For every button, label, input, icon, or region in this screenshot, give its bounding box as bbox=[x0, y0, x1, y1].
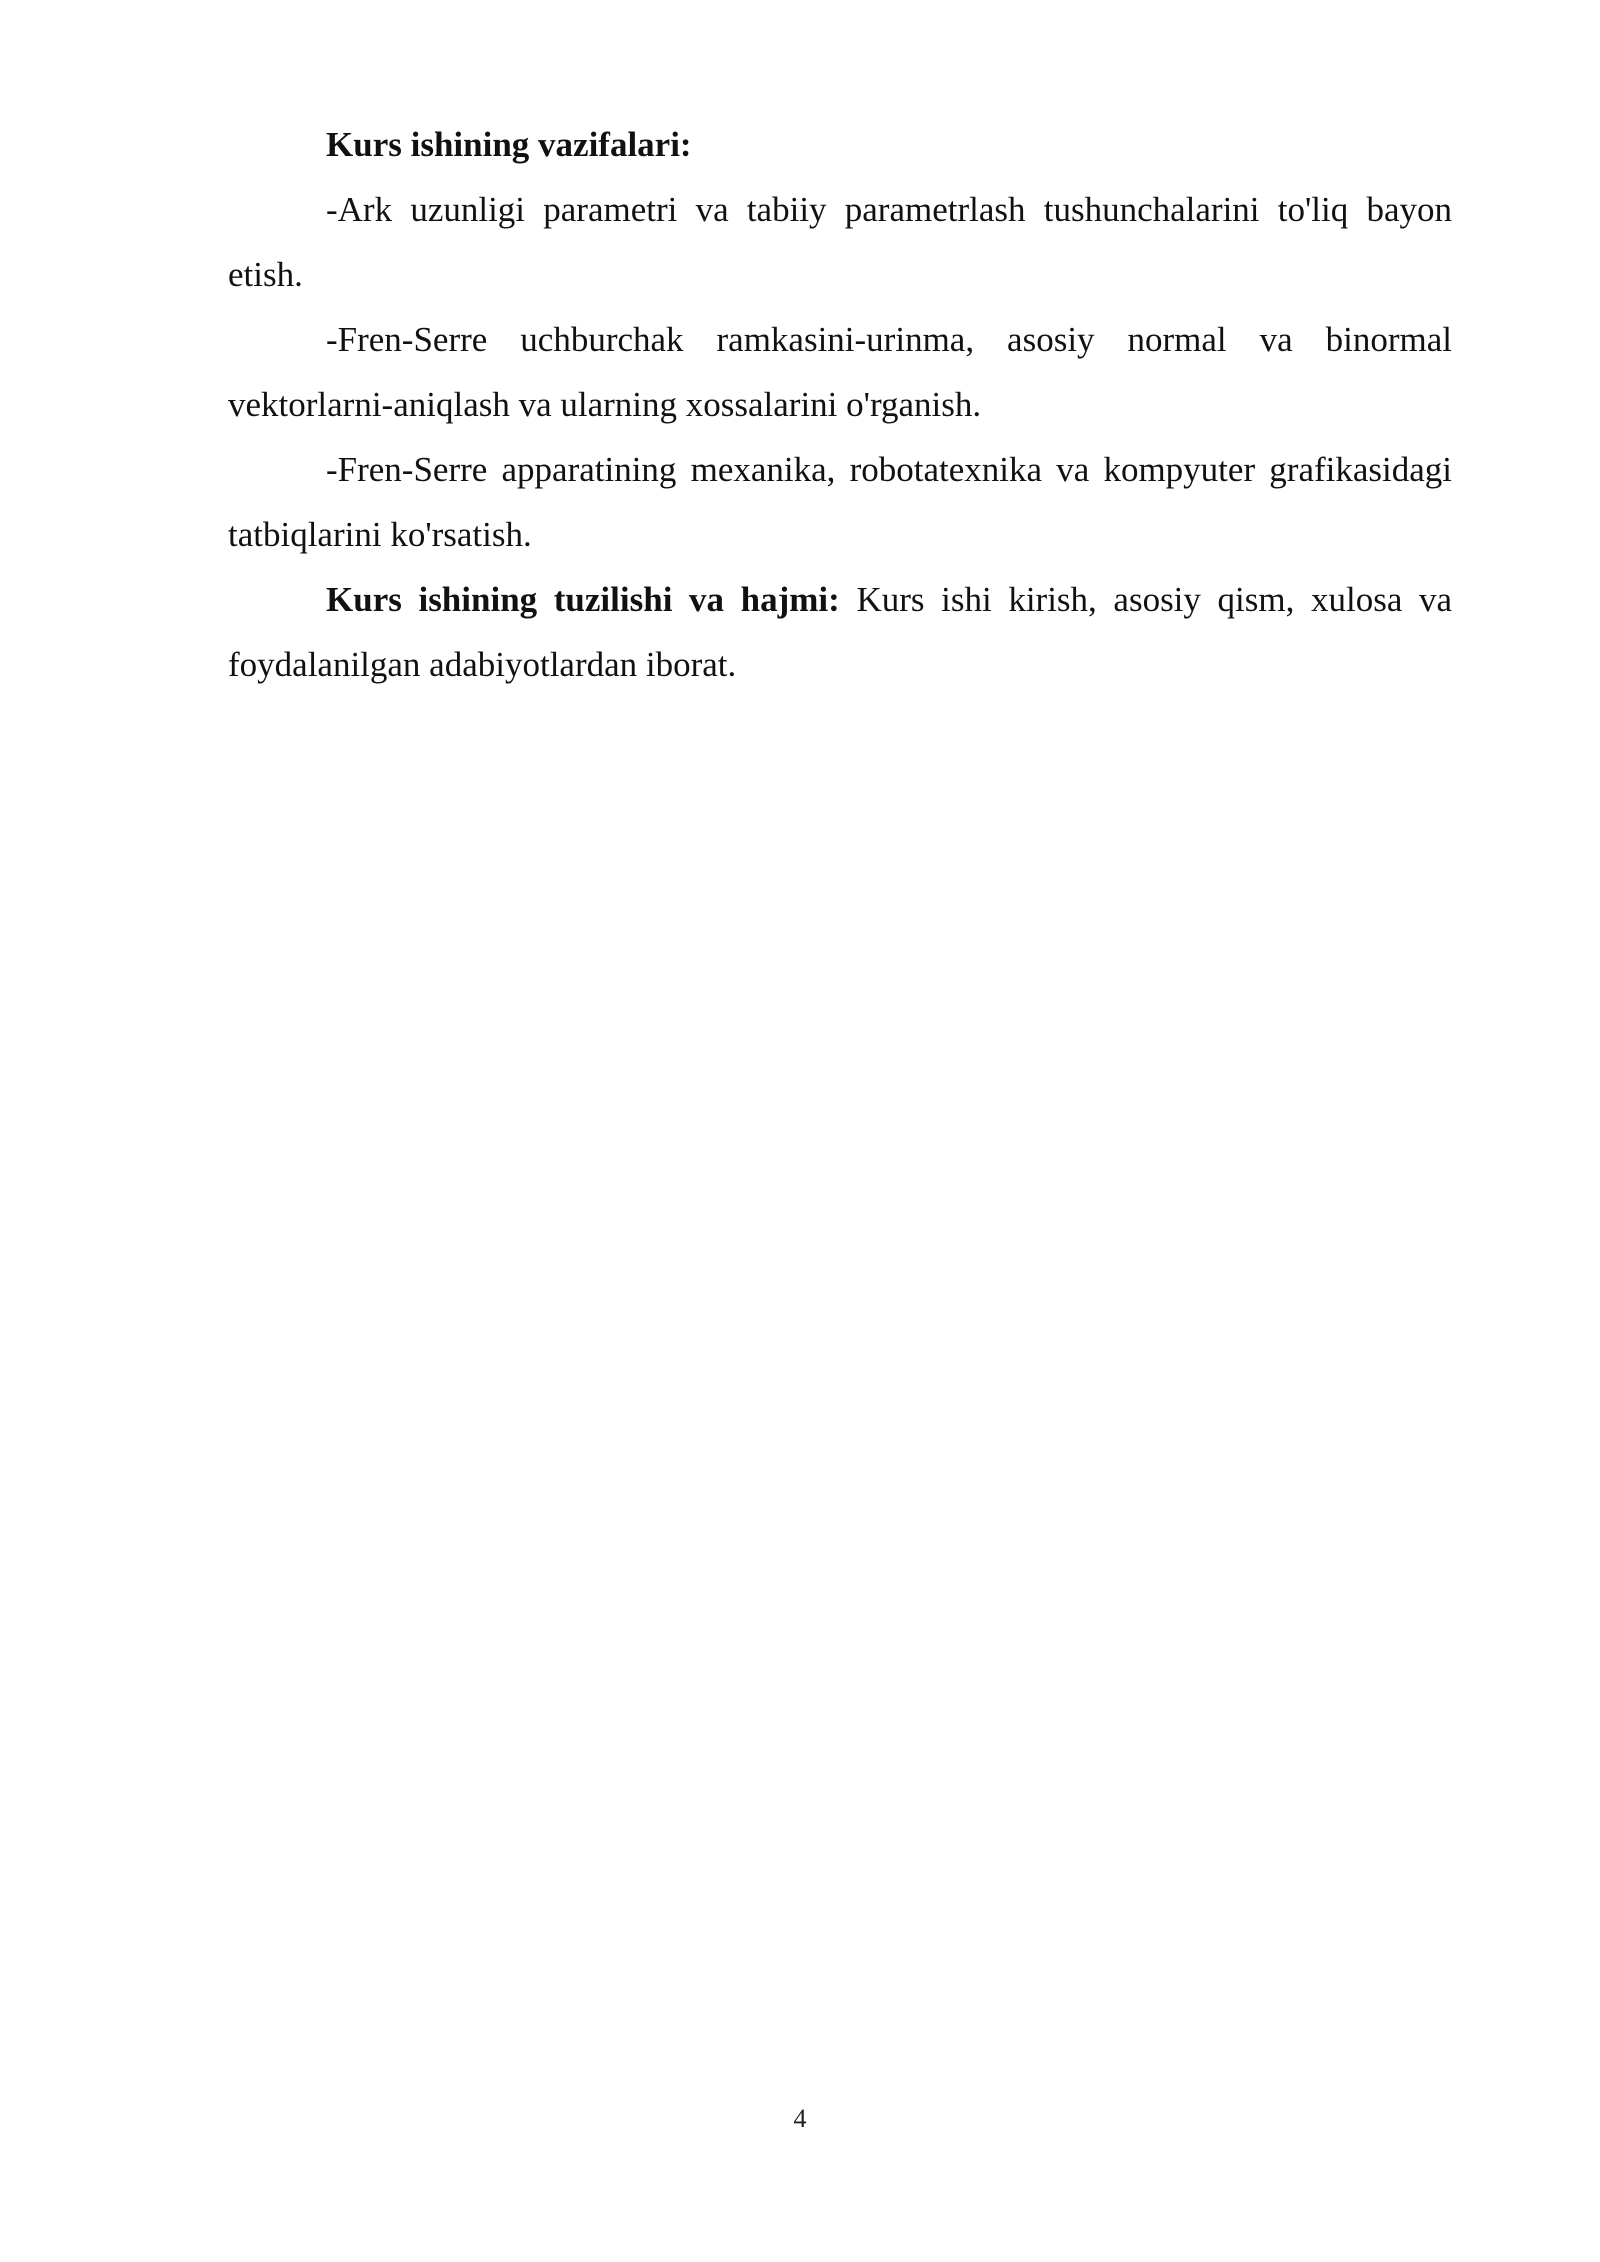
structure-label: Kurs ishining tuzilishi va hajmi: bbox=[326, 580, 840, 619]
task-item-1: -Ark uzunligi parametri va tabiiy parametrlash tushunchalarini to'liq bayon etish. bbox=[228, 190, 1452, 294]
page-body bbox=[228, 112, 1452, 697]
task-item-3: -Fren-Serre apparatining mexanika, robotatexnika va kompyuter grafikasidagi tatbiqlarini ko'rsatish. bbox=[228, 450, 1452, 554]
page-number: 4 bbox=[793, 2104, 807, 2133]
task-item-2: -Fren-Serre uchburchak ramkasini-urinma, asosiy normal va binormal vektorlarni-aniqlash va ularning xossalarini o'rganish. bbox=[228, 320, 1452, 424]
tasks-heading: Kurs ishining vazifalari: bbox=[326, 125, 692, 164]
structure-text: Kurs ishi kirish, asosiy qism, xulosa va foydalanilgan adabiyotlardan iborat. bbox=[228, 580, 1453, 684]
structure-paragraph bbox=[228, 567, 1452, 697]
